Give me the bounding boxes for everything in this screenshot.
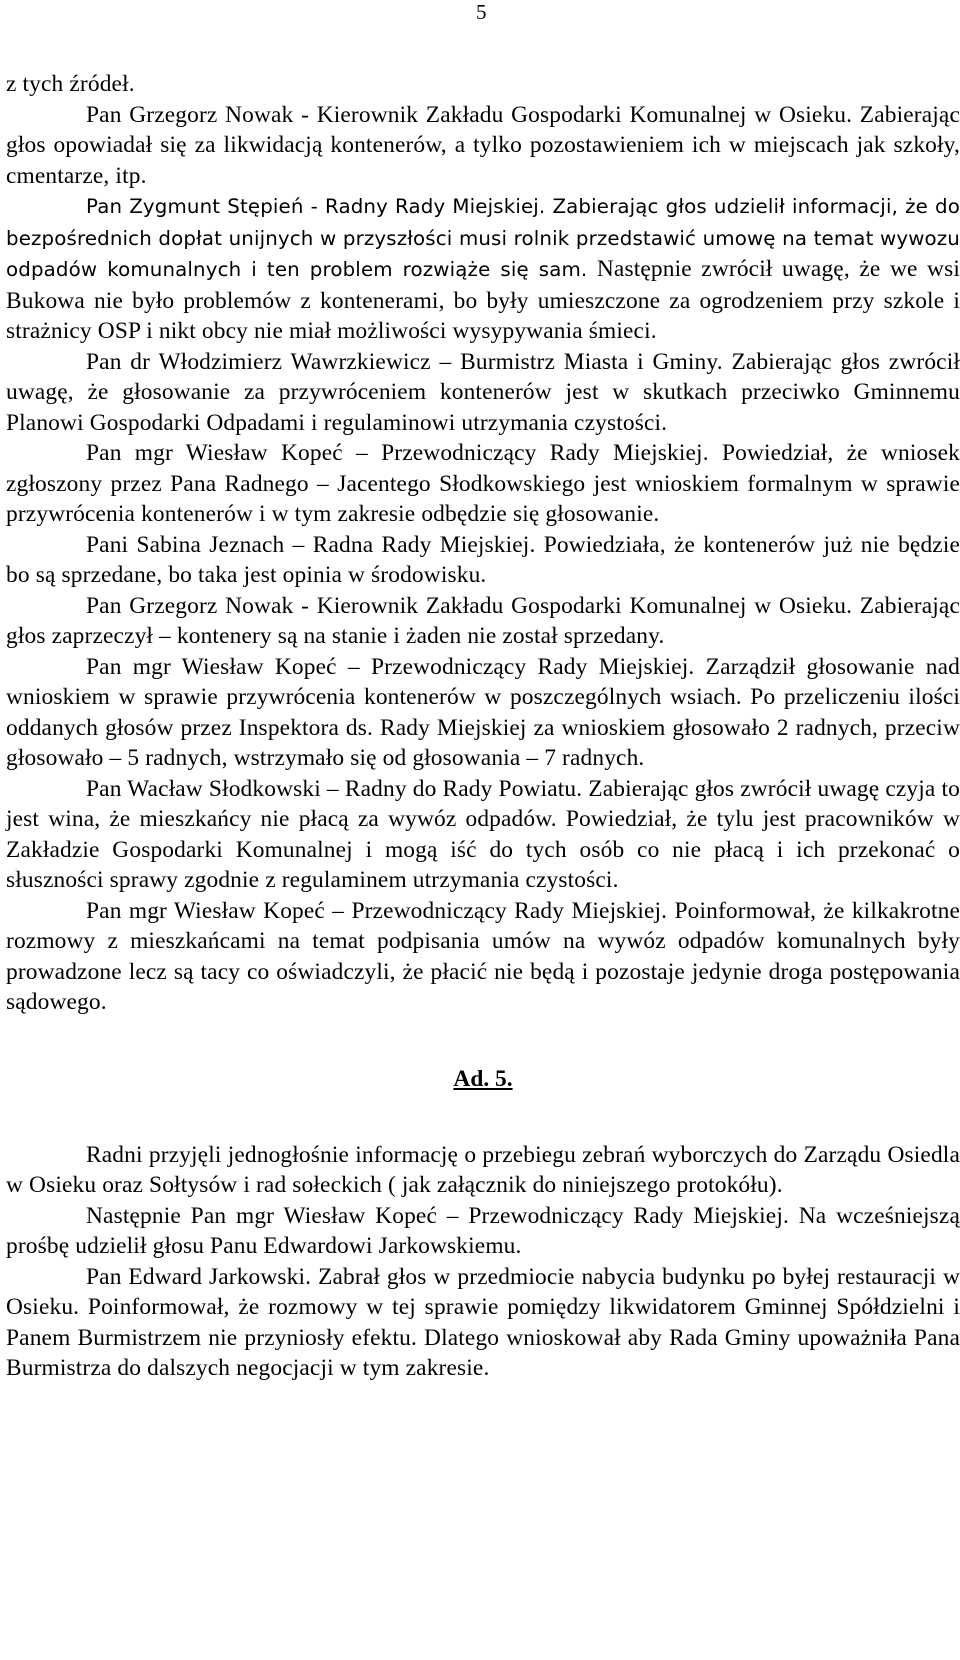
paragraph-stepien [6,191,960,347]
paragraph-radni: Radni przyjęli jednogłośnie informację o przebiegu zebrań wyborczych do Zarządu Osiedla w Osieku oraz Sołtysów i rad sołeckich ( jak załącznik do niniejszego protokółu). [6,1141,960,1198]
document-body [6,69,960,1384]
paragraph-jeznach: Pani Sabina Jeznach – Radna Rady Miejskiej. Powiedziała, że kontenerów już nie będzie bo są sprzedane, bo taka jest opinia w środowisku. [6,531,960,588]
paragraph-kopec-1: Pan mgr Wiesław Kopeć – Przewodniczący Rady Miejskiej. Powiedział, że wniosek zgłoszony przez Pana Radnego – Jacentego Słodkowskiego jest wnioskiem formalnym w sprawie przywrócenia kontenerów i w tym zakresie odbędzie się głosowanie. [6,440,960,527]
stepien-statement-serif: Następnie zwrócił uwagę, że we wsi Bukowa nie było problemów z kontenerami, bo były umieszczone za ogrodzeniem przy szkole i strażnicy OSP i nikt obcy nie miał możliwości wysypywania śmieci. [6,256,960,344]
page-number: 5 [476,0,487,24]
paragraph-kopec-3: Następnie Pan mgr Wiesław Kopeć – Przewodniczący Rady Miejskiej. Na wcześniejszą prośbę udzielił głosu Panu Edwardowi Jarkowskiemu. [6,1202,960,1259]
paragraph-slodkowski: Pan Wacław Słodkowski – Radny do Rady Powiatu. Zabierając głos zwrócił uwagę czyja to jest wina, że mieszkańcy nie płacą za wywóz odpadów. Powiedział, że tylu jest pracowników w Zakładzie Gospodarki Komunalnej i mogą iść do tych osób co nie płacą i ich przekonać o słuszności sprawy zgodnie z regulaminem utrzymania czystości. [6,775,960,893]
paragraph-nowak-1: Pan Grzegorz Nowak - Kierownik Zakładu Gospodarki Komunalnej w Osieku. Zabierając głos opowiadał się za likwidacją kontenerów, a tylko pozostawieniem ich w miejscach jak szkoły, cmentarze, itp. [6,101,960,189]
stepien-statement-sans: Pan Zygmunt Stępień - Radny Rady Miejskiej. Zabierając głos udzielił informacji, że do bezpośrednich dopłat unijnych w przyszłości musi rolnik przedstawić umowę na temat wywozu odpadów komunalnych i ten problem rozwiąże się sam. [6,195,960,281]
paragraph-kopec-vote: Pan mgr Wiesław Kopeć – Przewodniczący Rady Miejskiej. Zarządził głosowanie nad wnioskiem w sprawie przywrócenia kontenerów w poszczególnych wsiach. Po przeliczeniu ilości oddanych głosów przez Inspektora ds. Rady Miejskiej za wnioskiem głosowało 2 radnych, przeciw głosowało – 5 radnych, wstrzymało się od głosowania – 7 radnych. [6,653,960,771]
paragraph-jarkowski: Pan Edward Jarkowski. Zabrał głos w przedmiocie nabycia budynku po byłej restauracji w Osieku. Poinformował, że rozmowy w tej sprawie pomiędzy likwidatorem Gminnej Spółdzielni i Panem Burmistrzem nie przyniosły efektu. Dlatego wnioskował aby Rada Gminy upoważniła Pana Burmistrza do dalszych negocjacji w tym zakresie. [6,1263,960,1381]
paragraph-kopec-2: Pan mgr Wiesław Kopeć – Przewodniczący Rady Miejskiej. Poinformował, że kilkakrotne rozmowy z mieszkańcami na temat podpisania umów na wywóz odpadów komunalnych były prowadzone lecz są tacy co oświadczyli, że płacić nie będą i pozostaje jedynie droga postępowania sądowego. [6,897,960,1015]
paragraph-nowak-2: Pan Grzegorz Nowak - Kierownik Zakładu Gospodarki Komunalnej w Osieku. Zabierając głos zaprzeczył – kontenery są na stanie i żaden nie został sprzedany. [6,592,960,649]
document-page [6,0,960,1660]
paragraph-intro-fragment: z tych źródeł. [6,71,135,97]
section-heading: Ad. 5. [453,1065,513,1092]
paragraph-wawrzkiewicz: Pan dr Włodzimierz Wawrzkiewicz – Burmistrz Miasta i Gminy. Zabierając głos zwrócił uwagę, że głosowanie za przywróceniem kontenerów jest w skutkach przeciwko Gminnemu Planowi Gospodarki Odpadami i regulaminowi utrzymania czystości. [6,348,960,436]
